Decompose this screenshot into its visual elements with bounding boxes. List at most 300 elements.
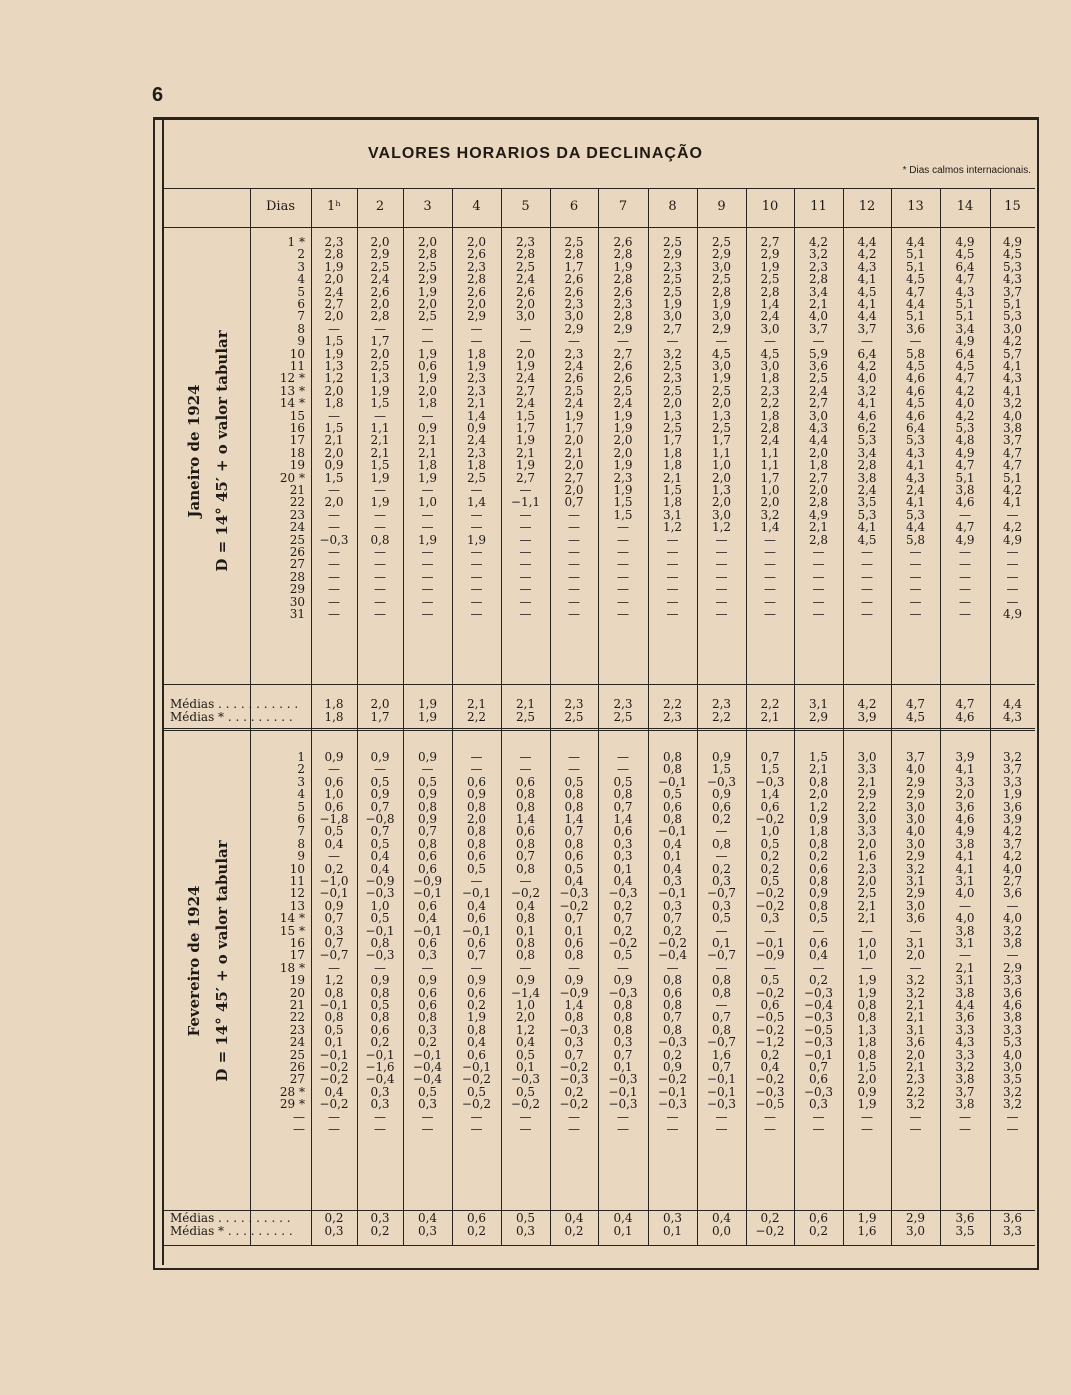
- feb-value-cell: 0,8: [662, 812, 683, 826]
- jan-value-cell: —: [519, 532, 532, 547]
- feb-value-cell: 0,5: [370, 998, 390, 1012]
- feb-value-cell: 0,3: [564, 1035, 584, 1050]
- jan-value-cell: —: [374, 507, 386, 522]
- feb-media-calm-cell: 0,0: [711, 1224, 732, 1238]
- jan-value-cell: —: [909, 569, 922, 584]
- feb-value-cell: 0,8: [711, 836, 732, 851]
- feb-value-cell: 1,4: [613, 812, 633, 826]
- feb-value-cell: −0,1: [365, 923, 395, 938]
- feb-value-cell: 0,8: [613, 1022, 633, 1037]
- feb-value-cell: 3,8: [955, 1097, 975, 1112]
- jan-value-cell: 4,2: [857, 359, 877, 373]
- jan-value-cell: 2,7: [808, 470, 829, 485]
- feb-value-cell: —: [328, 1109, 340, 1124]
- jan-value-cell: 1,7: [515, 421, 536, 435]
- jan-value-cell: 4,5: [905, 396, 926, 411]
- feb-value-cell: 0,7: [808, 1060, 829, 1074]
- feb-value-cell: —: [764, 1122, 776, 1136]
- feb-value-cell: 0,4: [324, 1084, 344, 1099]
- jan-value-cell: 2,5: [760, 272, 780, 287]
- feb-value-cell: 1,2: [515, 1022, 536, 1037]
- feb-value-cell: —: [715, 998, 728, 1012]
- jan-value-cell: 1,9: [613, 458, 633, 473]
- feb-value-cell: −0,2: [559, 1060, 589, 1074]
- jan-value-cell: —: [666, 569, 679, 584]
- feb-day: 16: [289, 936, 305, 950]
- jan-side-formula: D = 14° 45′ + o valor tabular: [213, 330, 231, 572]
- jan-value-cell: 5,3: [955, 421, 975, 435]
- feb-media-cell: 0,6: [808, 1211, 829, 1225]
- jan-value-cell: 1,9: [515, 433, 536, 448]
- jan-value-cell: 2,6: [613, 284, 633, 299]
- jan-value-cell: —: [470, 545, 483, 559]
- jan-value-cell: 2,3: [662, 371, 683, 386]
- jan-value-cell: 4,2: [1002, 334, 1023, 349]
- jan-value-cell: 2,4: [613, 396, 633, 411]
- feb-value-cell: 3,6: [955, 1010, 975, 1025]
- jan-value-cell: —: [470, 334, 483, 349]
- header-hour-1: 1ʰ: [327, 199, 341, 214]
- feb-value-cell: 1,5: [760, 762, 780, 777]
- jan-media-calm-cell: 3,9: [857, 710, 877, 724]
- jan-value-cell: —: [519, 607, 532, 621]
- jan-value-cell: 4,2: [857, 247, 877, 262]
- feb-value-cell: 1,0: [857, 948, 877, 963]
- jan-value-cell: 2,4: [515, 272, 536, 287]
- feb-value-cell: 0,8: [370, 936, 390, 950]
- feb-value-cell: 1,8: [808, 824, 829, 839]
- feb-value-cell: 0,5: [324, 1022, 344, 1037]
- feb-value-cell: 0,4: [370, 849, 390, 864]
- jan-value-cell: 1,8: [466, 346, 487, 361]
- jan-value-cell: 1,7: [662, 433, 683, 448]
- jan-value-cell: 5,1: [955, 297, 975, 311]
- header-hour-10: 10: [761, 199, 779, 214]
- jan-value-cell: 1,8: [760, 371, 780, 386]
- feb-value-cell: 3,6: [1002, 886, 1023, 901]
- feb-value-cell: 2,2: [905, 1084, 926, 1099]
- jan-value-cell: 3,0: [564, 309, 584, 324]
- jan-media-cell: 2,0: [370, 697, 390, 711]
- jan-value-cell: 3,7: [1002, 284, 1023, 299]
- jan-value-cell: —: [421, 507, 434, 522]
- feb-value-cell: 4,2: [1002, 824, 1023, 839]
- jan-value-cell: 2,9: [370, 247, 390, 262]
- feb-media-calm-cell: 3,5: [955, 1224, 975, 1238]
- jan-value-cell: 2,5: [711, 383, 732, 398]
- feb-value-cell: 5,3: [1002, 1035, 1023, 1050]
- feb-value-cell: —: [470, 960, 483, 975]
- feb-value-cell: 0,2: [760, 1047, 780, 1062]
- feb-value-cell: —: [421, 1122, 434, 1136]
- feb-day: —: [293, 1109, 305, 1124]
- feb-value-cell: 0,6: [564, 936, 584, 950]
- feb-value-cell: —: [470, 762, 483, 777]
- jan-media-cell: 4,2: [857, 697, 877, 711]
- jan-value-cell: 2,0: [711, 495, 732, 510]
- feb-value-cell: 3,3: [955, 1047, 975, 1062]
- jan-media-calm-cell: 1,9: [417, 710, 438, 724]
- jan-value-cell: 2,0: [711, 396, 732, 411]
- feb-value-cell: 0,9: [711, 750, 732, 764]
- jan-value-cell: 0,6: [417, 359, 438, 373]
- feb-value-cell: −0,2: [755, 1072, 785, 1087]
- feb-day: 25: [289, 1047, 305, 1062]
- feb-value-cell: 1,0: [760, 824, 780, 839]
- jan-media-calm-cell: 2,2: [711, 710, 732, 724]
- feb-value-cell: 0,2: [613, 923, 633, 938]
- jan-value-cell: 2,3: [760, 383, 780, 398]
- jan-value-cell: —: [470, 607, 483, 621]
- feb-day: 9: [297, 849, 305, 864]
- feb-value-cell: 3,8: [955, 836, 975, 851]
- feb-value-cell: 3,8: [955, 985, 975, 1000]
- jan-value-cell: 1,4: [760, 297, 780, 311]
- feb-value-cell: —: [715, 1109, 728, 1124]
- feb-value-cell: 0,9: [613, 973, 633, 988]
- jan-value-cell: 6,4: [857, 346, 877, 361]
- feb-value-cell: —: [909, 1109, 922, 1124]
- feb-value-cell: 0,7: [662, 1010, 683, 1025]
- jan-value-cell: 1,9: [711, 371, 732, 386]
- jan-value-cell: 5,3: [1002, 259, 1023, 274]
- feb-value-cell: 2,5: [857, 886, 877, 901]
- feb-value-cell: 1,9: [1002, 787, 1023, 802]
- feb-value-cell: 4,4: [955, 998, 975, 1012]
- jan-value-cell: 2,1: [417, 433, 438, 448]
- jan-value-cell: 2,3: [466, 371, 487, 386]
- header-hour-3: 3: [423, 199, 432, 214]
- feb-value-cell: −0,5: [803, 1022, 834, 1037]
- feb-value-cell: 0,7: [711, 1060, 732, 1074]
- feb-day: 7: [297, 824, 305, 839]
- jan-value-cell: —: [764, 594, 776, 609]
- jan-value-cell: 2,5: [662, 359, 683, 373]
- jan-value-cell: 4,5: [905, 359, 926, 373]
- jan-value-cell: 5,8: [905, 532, 926, 547]
- jan-value-cell: —: [568, 582, 580, 597]
- jan-value-cell: 1,9: [711, 297, 732, 311]
- header-hour-15: 15: [1004, 199, 1021, 214]
- header-top-rule: [164, 188, 1035, 189]
- jan-value-cell: —: [328, 545, 340, 559]
- feb-value-cell: 0,8: [564, 948, 584, 963]
- feb-value-cell: 0,4: [324, 836, 344, 851]
- jan-day: 13 *: [279, 383, 305, 398]
- feb-value-cell: —: [861, 1122, 873, 1136]
- jan-value-cell: —: [519, 321, 532, 336]
- jan-value-cell: —: [519, 569, 532, 584]
- feb-day: 24: [289, 1035, 305, 1050]
- jan-value-cell: 1,5: [515, 408, 536, 423]
- feb-value-cell: −0,1: [412, 923, 443, 938]
- feb-day: 6: [297, 812, 305, 826]
- feb-value-cell: 3,2: [905, 861, 926, 876]
- jan-value-cell: —: [959, 594, 971, 609]
- jan-value-cell: —: [861, 545, 873, 559]
- jan-value-cell: —: [1006, 545, 1019, 559]
- feb-value-cell: 0,3: [711, 898, 732, 913]
- jan-value-cell: —: [374, 483, 386, 497]
- feb-media-calm-cell: 0,3: [417, 1224, 438, 1238]
- feb-value-cell: 3,2: [1002, 1097, 1023, 1112]
- feb-value-cell: 0,5: [662, 787, 683, 802]
- jan-value-cell: 2,8: [808, 272, 829, 287]
- jan-value-cell: 4,7: [955, 272, 975, 287]
- feb-value-cell: 3,1: [955, 973, 975, 988]
- feb-value-cell: −0,3: [803, 1084, 834, 1099]
- jan-value-cell: 2,9: [711, 247, 732, 262]
- jan-value-cell: 2,0: [613, 433, 633, 448]
- feb-media-calm-cell: 0,1: [613, 1224, 633, 1238]
- jan-value-cell: —: [959, 582, 971, 597]
- jan-value-cell: —: [519, 545, 532, 559]
- feb-value-cell: 3,0: [905, 799, 926, 814]
- jan-media-calm-cell: 2,5: [564, 710, 584, 724]
- jan-value-cell: 1,8: [662, 458, 683, 473]
- jan-value-cell: —: [812, 557, 825, 572]
- jan-day: 3: [297, 259, 305, 274]
- jan-day: 15: [289, 408, 305, 423]
- feb-value-cell: —: [959, 1122, 971, 1136]
- feb-media-cell: 0,4: [417, 1211, 438, 1225]
- feb-media-cell: 0,2: [324, 1211, 344, 1225]
- feb-value-cell: −0,8: [365, 812, 395, 826]
- feb-media-cell: 0,6: [466, 1211, 487, 1225]
- jan-value-cell: 2,6: [466, 284, 487, 299]
- feb-value-cell: 2,9: [905, 787, 926, 802]
- jan-value-cell: —: [568, 507, 580, 522]
- jan-value-cell: 2,8: [857, 458, 877, 473]
- feb-day: 12: [289, 886, 305, 901]
- jan-value-cell: 2,6: [613, 235, 633, 249]
- feb-value-cell: 0,5: [515, 1047, 536, 1062]
- jan-media-cell: 2,2: [662, 697, 683, 711]
- feb-media-calm-cell: 0,2: [808, 1224, 829, 1238]
- feb-value-cell: 0,6: [417, 861, 438, 876]
- jan-value-cell: 4,1: [1002, 359, 1023, 373]
- jan-value-cell: 2,7: [564, 470, 584, 485]
- feb-value-cell: —: [374, 1109, 386, 1124]
- jan-media-calm-cell: 2,1: [760, 710, 780, 724]
- jan-day: 14 *: [279, 396, 305, 411]
- feb-value-cell: 0,8: [564, 1010, 584, 1025]
- jan-value-cell: 2,3: [613, 297, 633, 311]
- jan-value-cell: 3,0: [711, 507, 732, 522]
- jan-value-cell: 3,0: [1002, 321, 1023, 336]
- jan-value-cell: 2,4: [905, 483, 926, 497]
- jan-value-cell: 2,4: [760, 309, 780, 324]
- jan-value-cell: 3,4: [857, 445, 877, 460]
- feb-value-cell: 0,5: [370, 911, 390, 926]
- feb-value-cell: 4,6: [1002, 998, 1023, 1012]
- feb-value-cell: 1,4: [564, 998, 584, 1012]
- jan-value-cell: 4,1: [857, 272, 877, 287]
- jan-value-cell: —: [959, 607, 971, 621]
- feb-value-cell: −0,1: [706, 1072, 737, 1087]
- jan-value-cell: 2,0: [515, 297, 536, 311]
- feb-value-cell: —: [666, 1109, 679, 1124]
- header-dias: Dias: [265, 199, 295, 214]
- jan-value-cell: 2,5: [564, 383, 584, 398]
- feb-value-cell: 1,4: [564, 812, 584, 826]
- feb-media-calm-cell: 0,2: [466, 1224, 487, 1238]
- feb-value-cell: 2,9: [905, 849, 926, 864]
- jan-value-cell: 2,3: [808, 259, 829, 274]
- jan-value-cell: 1,2: [324, 371, 344, 386]
- feb-value-cell: —: [328, 1122, 340, 1136]
- jan-value-cell: 1,1: [760, 445, 780, 460]
- jan-value-cell: 5,3: [857, 507, 877, 522]
- feb-media-cell: 3,6: [1002, 1211, 1023, 1225]
- jan-value-cell: 4,6: [905, 383, 926, 398]
- feb-media-cell: 2,9: [905, 1211, 926, 1225]
- feb-value-cell: 0,8: [417, 1010, 438, 1025]
- feb-day: 3: [297, 774, 305, 789]
- jan-value-cell: —: [861, 557, 873, 572]
- feb-value-cell: 0,9: [466, 973, 487, 988]
- feb-value-cell: 3,2: [905, 1097, 926, 1112]
- feb-value-cell: 0,9: [324, 898, 344, 913]
- jan-value-cell: 2,0: [370, 346, 390, 361]
- feb-value-cell: 4,0: [955, 886, 975, 901]
- jan-value-cell: —: [764, 334, 776, 349]
- feb-value-cell: −0,9: [412, 874, 443, 888]
- jan-value-cell: 6,4: [955, 346, 975, 361]
- feb-value-cell: 1,2: [808, 799, 829, 814]
- jan-value-cell: 3,4: [808, 284, 829, 299]
- feb-value-cell: 4,2: [1002, 849, 1023, 864]
- jan-value-cell: 1,3: [711, 408, 732, 423]
- jan-value-cell: 2,8: [808, 495, 829, 510]
- feb-value-cell: 0,1: [613, 861, 633, 876]
- jan-value-cell: —: [328, 507, 340, 522]
- feb-value-cell: −0,1: [319, 998, 349, 1012]
- feb-value-cell: 0,6: [417, 985, 438, 1000]
- jan-value-cell: 3,2: [760, 507, 780, 522]
- jan-value-cell: 4,2: [1002, 520, 1023, 535]
- jan-value-cell: 2,1: [662, 470, 683, 485]
- feb-value-cell: —: [812, 923, 825, 938]
- feb-value-cell: −0,3: [365, 948, 395, 963]
- feb-value-cell: —: [1006, 948, 1019, 963]
- jan-value-cell: 2,5: [711, 235, 732, 249]
- jan-value-cell: 1,7: [564, 259, 584, 274]
- feb-value-cell: —: [617, 1122, 629, 1136]
- jan-value-cell: —: [1006, 507, 1019, 522]
- jan-value-cell: 2,8: [466, 272, 487, 287]
- feb-value-cell: 3,9: [955, 750, 975, 764]
- feb-value-cell: −0,2: [510, 1097, 541, 1112]
- feb-value-cell: 3,0: [905, 898, 926, 913]
- jan-value-cell: —: [666, 545, 679, 559]
- jan-value-cell: 4,5: [857, 284, 877, 299]
- feb-value-cell: 3,3: [1002, 1022, 1023, 1037]
- jan-value-cell: 3,8: [857, 470, 877, 485]
- feb-value-cell: 3,3: [1002, 973, 1023, 988]
- feb-value-cell: 4,0: [1002, 911, 1023, 926]
- jan-value-cell: 4,7: [1002, 458, 1023, 473]
- jan-value-cell: —: [568, 520, 580, 535]
- feb-value-cell: 2,9: [905, 774, 926, 789]
- feb-value-cell: —: [617, 762, 629, 777]
- feb-value-cell: 0,8: [564, 787, 584, 802]
- jan-value-cell: —: [470, 483, 483, 497]
- jan-value-cell: 4,1: [857, 297, 877, 311]
- feb-value-cell: 1,9: [857, 1097, 877, 1112]
- jan-value-cell: —: [374, 545, 386, 559]
- feb-value-cell: 0,3: [417, 948, 438, 963]
- jan-day: 19: [289, 458, 305, 473]
- jan-value-cell: 2,3: [324, 235, 344, 249]
- feb-value-cell: 0,5: [613, 774, 633, 789]
- feb-value-cell: −0,3: [657, 1097, 688, 1112]
- feb-value-cell: 0,3: [370, 1084, 390, 1099]
- feb-day: 26: [289, 1060, 305, 1074]
- jan-value-cell: —: [421, 582, 434, 597]
- section-divider-rule: [164, 728, 1035, 729]
- feb-value-cell: 2,9: [1002, 960, 1023, 975]
- jan-day: 20 *: [279, 470, 305, 485]
- feb-value-cell: 0,8: [662, 1022, 683, 1037]
- jan-medias-calm-label: Médias * . . . . . . . . .: [170, 710, 293, 724]
- feb-value-cell: −0,9: [755, 948, 785, 963]
- feb-value-cell: −0,1: [412, 886, 443, 901]
- feb-value-cell: —: [328, 960, 340, 975]
- feb-value-cell: −0,3: [803, 1035, 834, 1050]
- jan-value-cell: —: [568, 545, 580, 559]
- jan-value-cell: 2,1: [370, 433, 390, 448]
- feb-value-cell: 2,2: [857, 799, 877, 814]
- jan-value-cell: —: [617, 532, 629, 547]
- feb-value-cell: 1,4: [515, 812, 536, 826]
- feb-value-cell: −0,3: [608, 1097, 638, 1112]
- jan-value-cell: 2,0: [515, 346, 536, 361]
- feb-value-cell: 0,8: [515, 911, 536, 926]
- feb-value-cell: 0,3: [711, 874, 732, 888]
- jan-value-cell: 4,7: [955, 371, 975, 386]
- feb-value-cell: —: [959, 1109, 971, 1124]
- feb-day: 11: [289, 874, 305, 888]
- jan-media-calm-cell: 1,8: [324, 710, 344, 724]
- feb-value-cell: 0,5: [564, 861, 584, 876]
- jan-value-cell: 3,1: [662, 507, 683, 522]
- jan-value-cell: 2,7: [613, 346, 633, 361]
- jan-value-cell: 2,3: [564, 297, 584, 311]
- feb-medias-label: Médias . . . . . . . . . .: [170, 1211, 291, 1225]
- feb-value-cell: —: [470, 1122, 483, 1136]
- feb-value-cell: 0,6: [808, 861, 829, 876]
- feb-value-cell: 0,8: [564, 836, 584, 851]
- jan-value-cell: —: [812, 334, 825, 349]
- jan-value-cell: 6,4: [905, 421, 926, 435]
- jan-value-cell: 2,8: [613, 272, 633, 287]
- feb-value-cell: 2,1: [905, 1060, 926, 1074]
- jan-value-cell: —: [519, 557, 532, 572]
- jan-value-cell: —: [812, 594, 825, 609]
- jan-value-cell: 1,9: [417, 346, 438, 361]
- jan-value-cell: —: [568, 569, 580, 584]
- feb-medias-rule: [164, 1210, 1035, 1211]
- feb-value-cell: —: [617, 1109, 629, 1124]
- jan-value-cell: —: [470, 569, 483, 584]
- jan-value-cell: 2,7: [515, 470, 536, 485]
- feb-value-cell: 0,1: [515, 923, 536, 938]
- feb-value-cell: 0,8: [515, 936, 536, 950]
- feb-value-cell: —: [861, 923, 873, 938]
- feb-value-cell: 0,4: [662, 861, 683, 876]
- jan-value-cell: 1,5: [324, 334, 344, 349]
